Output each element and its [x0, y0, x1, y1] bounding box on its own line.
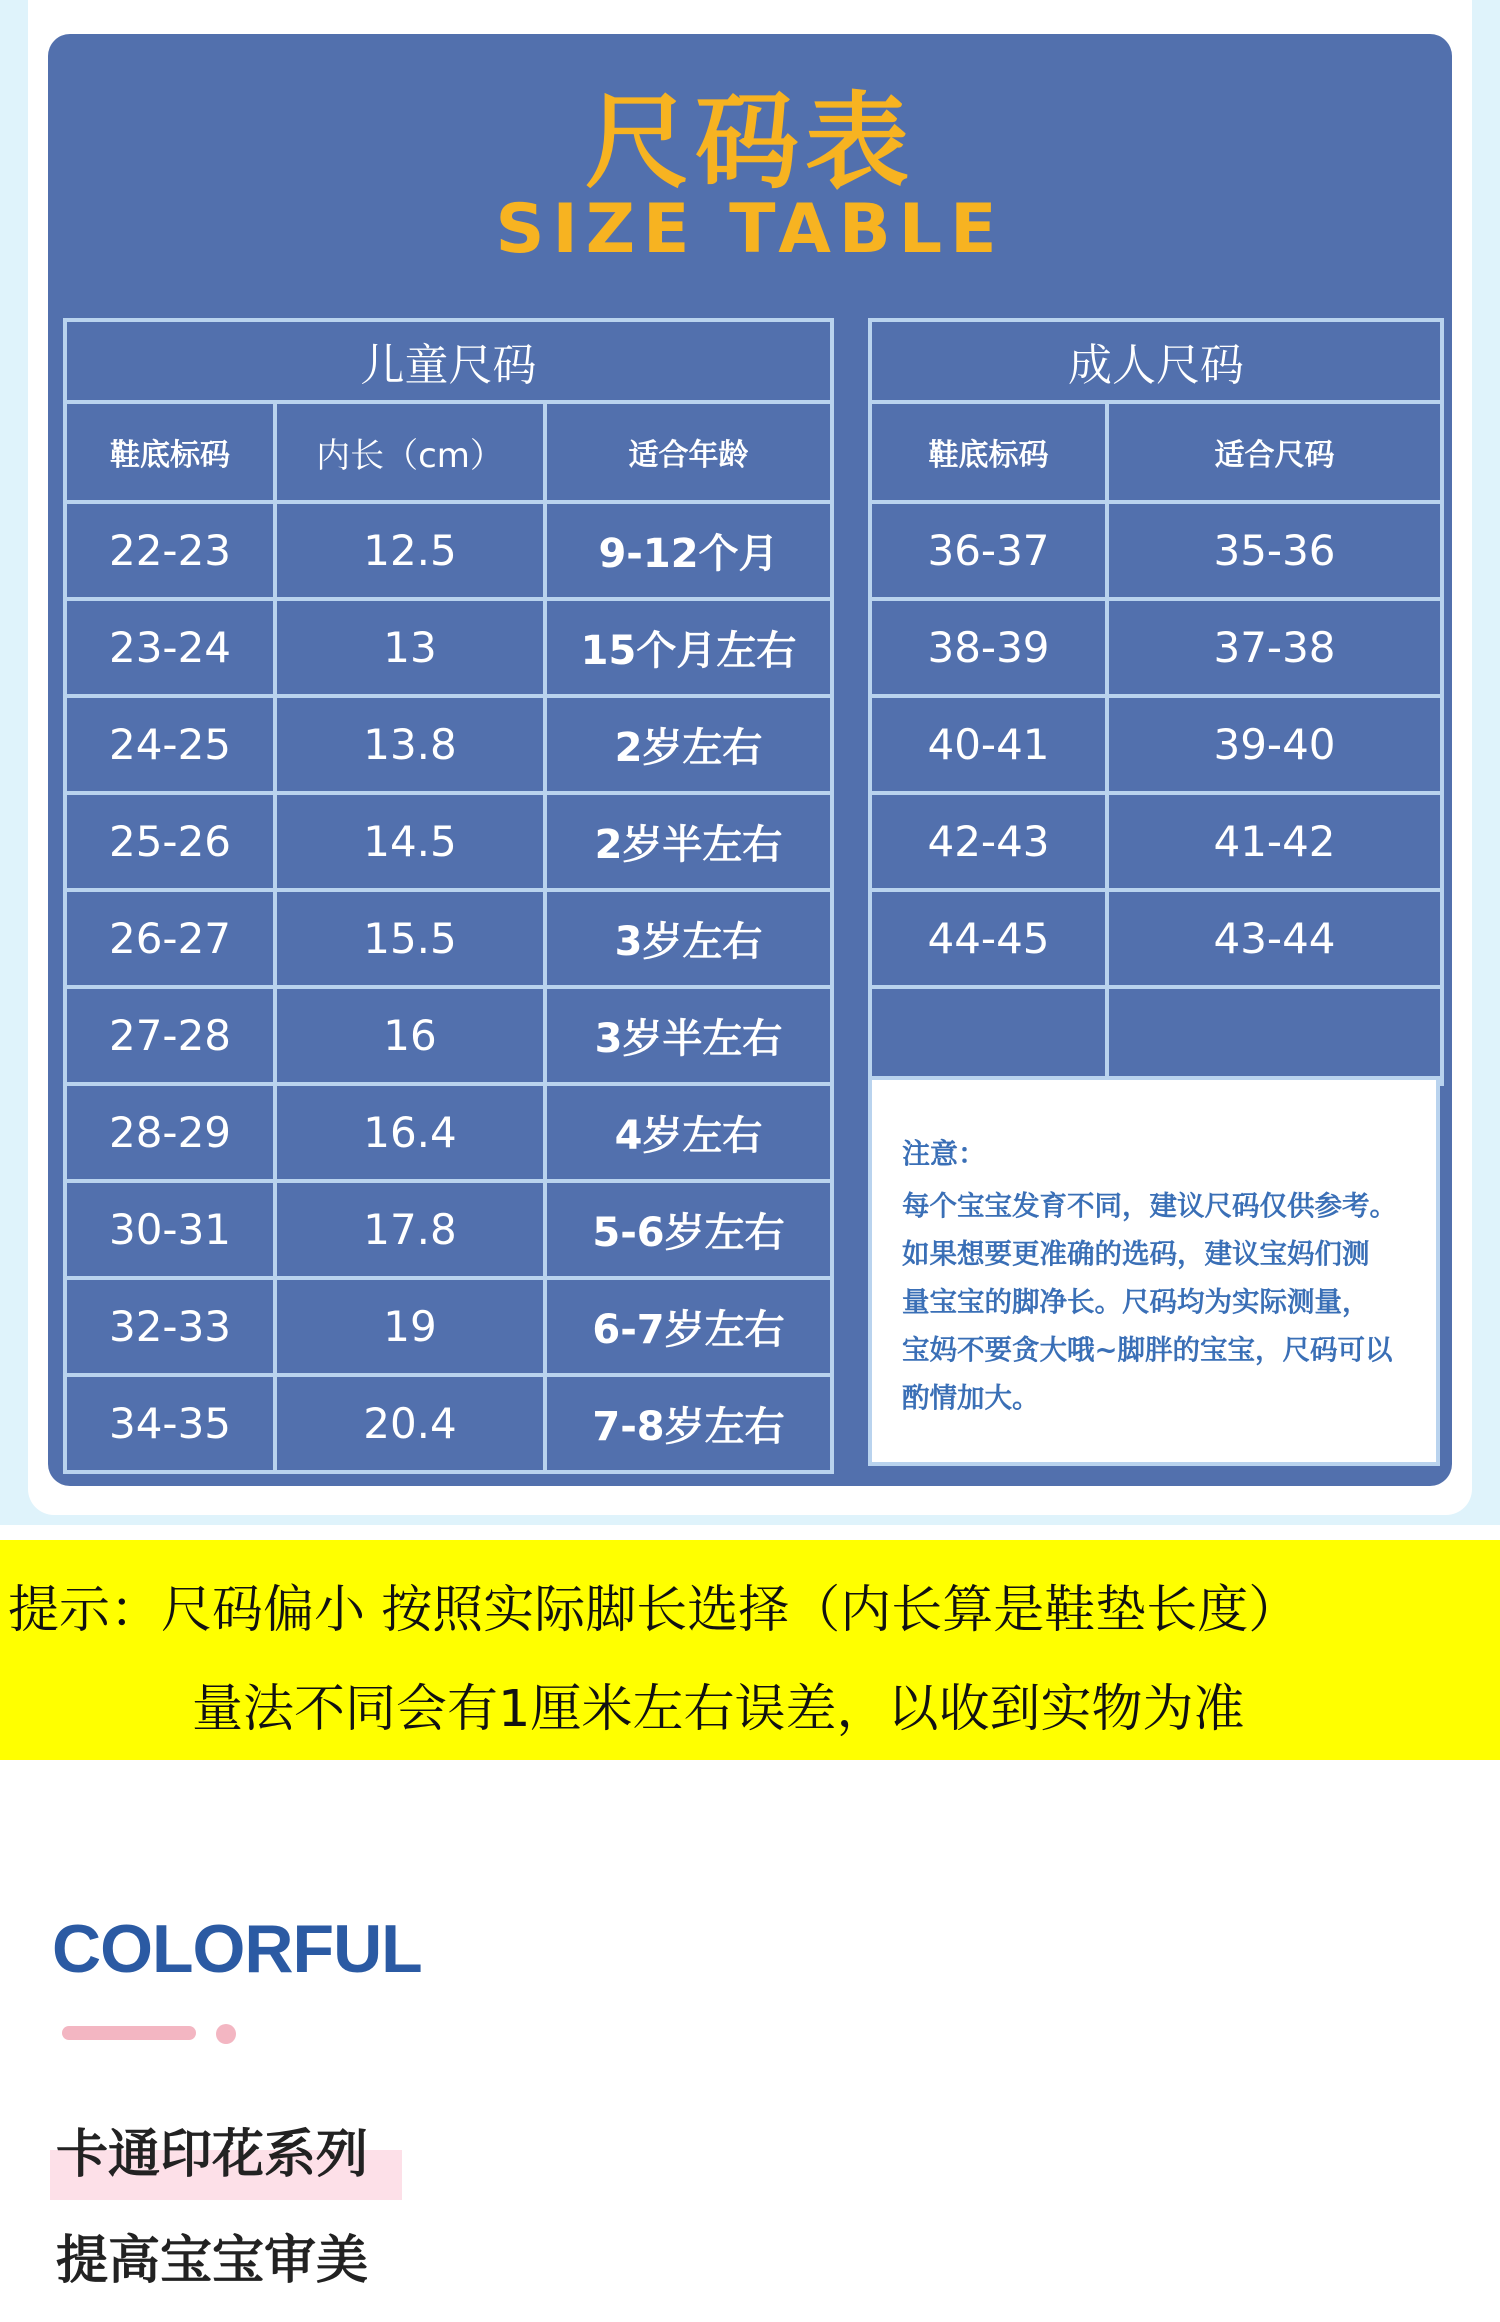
inner-length-cell: 13.8: [275, 696, 545, 793]
sole-size-cell: 38-39: [870, 599, 1107, 696]
age-cell: 3岁半左右: [545, 987, 832, 1084]
table-row: [65, 599, 832, 696]
age-cell: 15个月左右: [545, 599, 832, 696]
sole-size-cell: 36-37: [870, 502, 1107, 599]
kids-size-table: [63, 318, 834, 1474]
sole-size-cell: 28-29: [65, 1084, 275, 1181]
age-cell: 2岁半左右: [545, 793, 832, 890]
age-cell: 6-7岁左右: [545, 1278, 832, 1375]
note-line: 酌情加大。: [902, 1382, 1040, 1414]
note-line: 宝妈不要贪大哦~脚胖的宝宝，尺码可以: [902, 1334, 1393, 1366]
sole-size-cell: 30-31: [65, 1181, 275, 1278]
table-row: [65, 1084, 832, 1181]
sole-size-cell: 26-27: [65, 890, 275, 987]
fit-size-cell: 43-44: [1107, 890, 1442, 987]
sole-size-cell: 40-41: [870, 696, 1107, 793]
col-header-sole-size: 鞋底标码: [65, 402, 275, 502]
inner-length-cell: 14.5: [275, 793, 545, 890]
table-row: [870, 696, 1442, 793]
note-body: [902, 1182, 1410, 1422]
sole-size-cell: 24-25: [65, 696, 275, 793]
table-row: [65, 1181, 832, 1278]
table-row: [65, 1278, 832, 1375]
series-subtitle: 提高宝宝审美: [56, 2231, 369, 2291]
table-row: [65, 793, 832, 890]
inner-length-cell: 15.5: [275, 890, 545, 987]
note-box: [868, 1076, 1440, 1466]
note-line: 量宝宝的脚净长。尺码均为实际测量，: [902, 1286, 1370, 1318]
table-row: [870, 890, 1442, 987]
sole-size-cell: 34-35: [65, 1375, 275, 1472]
sole-size-cell: 27-28: [65, 987, 275, 1084]
adult-size-table: [868, 318, 1444, 1086]
fit-size-cell: 39-40: [1107, 696, 1442, 793]
col-header-age: 适合年龄: [545, 402, 832, 502]
fit-size-cell: [1107, 987, 1442, 1084]
col-header-inner-length: 内长（cm）: [275, 402, 545, 502]
table-row: [65, 890, 832, 987]
table-row: [65, 1375, 832, 1472]
sole-size-cell: [870, 987, 1107, 1084]
table-row: [870, 987, 1442, 1084]
table-row: [870, 599, 1442, 696]
sole-size-cell: 22-23: [65, 502, 275, 599]
age-cell: 3岁左右: [545, 890, 832, 987]
series-title: 卡通印花系列: [56, 2125, 369, 2185]
age-cell: 2岁左右: [545, 696, 832, 793]
inner-length-cell: 16.4: [275, 1084, 545, 1181]
table-row: [65, 502, 832, 599]
table-row: [870, 502, 1442, 599]
note-title: 注意：: [902, 1137, 987, 1170]
decorative-dot: [216, 2024, 236, 2044]
col-header-fit-size: 适合尺码: [1107, 402, 1442, 502]
sole-size-cell: 32-33: [65, 1278, 275, 1375]
sole-size-cell: 23-24: [65, 599, 275, 696]
fit-size-cell: 35-36: [1107, 502, 1442, 599]
fit-size-cell: 41-42: [1107, 793, 1442, 890]
colorful-heading: COLORFUL: [52, 1911, 422, 1987]
table-row: [870, 793, 1442, 890]
adult-table-title: 成人尺码: [870, 320, 1442, 402]
inner-length-cell: 16: [275, 987, 545, 1084]
decorative-bar: [62, 2026, 196, 2040]
fit-size-cell: 37-38: [1107, 599, 1442, 696]
inner-length-cell: 13: [275, 599, 545, 696]
table-row: [65, 696, 832, 793]
size-table-title-en: SIZE TABLE: [495, 190, 1005, 269]
inner-length-cell: 20.4: [275, 1375, 545, 1472]
col-header-sole-size: 鞋底标码: [870, 402, 1107, 502]
tip-line-1: 提示：尺码偏小 按照实际脚长选择（内长算是鞋垫长度）: [8, 1581, 1300, 1640]
table-row: [65, 987, 832, 1084]
note-line: 如果想要更准确的选码，建议宝妈们测: [902, 1238, 1370, 1270]
tip-line-2: 量法不同会有1厘米左右误差，以收到实物为准: [192, 1680, 1245, 1739]
age-cell: 4岁左右: [545, 1084, 832, 1181]
sole-size-cell: 42-43: [870, 793, 1107, 890]
age-cell: 5-6岁左右: [545, 1181, 832, 1278]
sole-size-cell: 25-26: [65, 793, 275, 890]
inner-length-cell: 17.8: [275, 1181, 545, 1278]
size-table-title-cn: 尺码表: [584, 81, 915, 203]
inner-length-cell: 12.5: [275, 502, 545, 599]
inner-length-cell: 19: [275, 1278, 545, 1375]
age-cell: 9-12个月: [545, 502, 832, 599]
age-cell: 7-8岁左右: [545, 1375, 832, 1472]
sole-size-cell: 44-45: [870, 890, 1107, 987]
note-line: 每个宝宝发育不同，建议尺码仅供参考。: [902, 1190, 1397, 1222]
kids-table-title: 儿童尺码: [65, 320, 832, 402]
